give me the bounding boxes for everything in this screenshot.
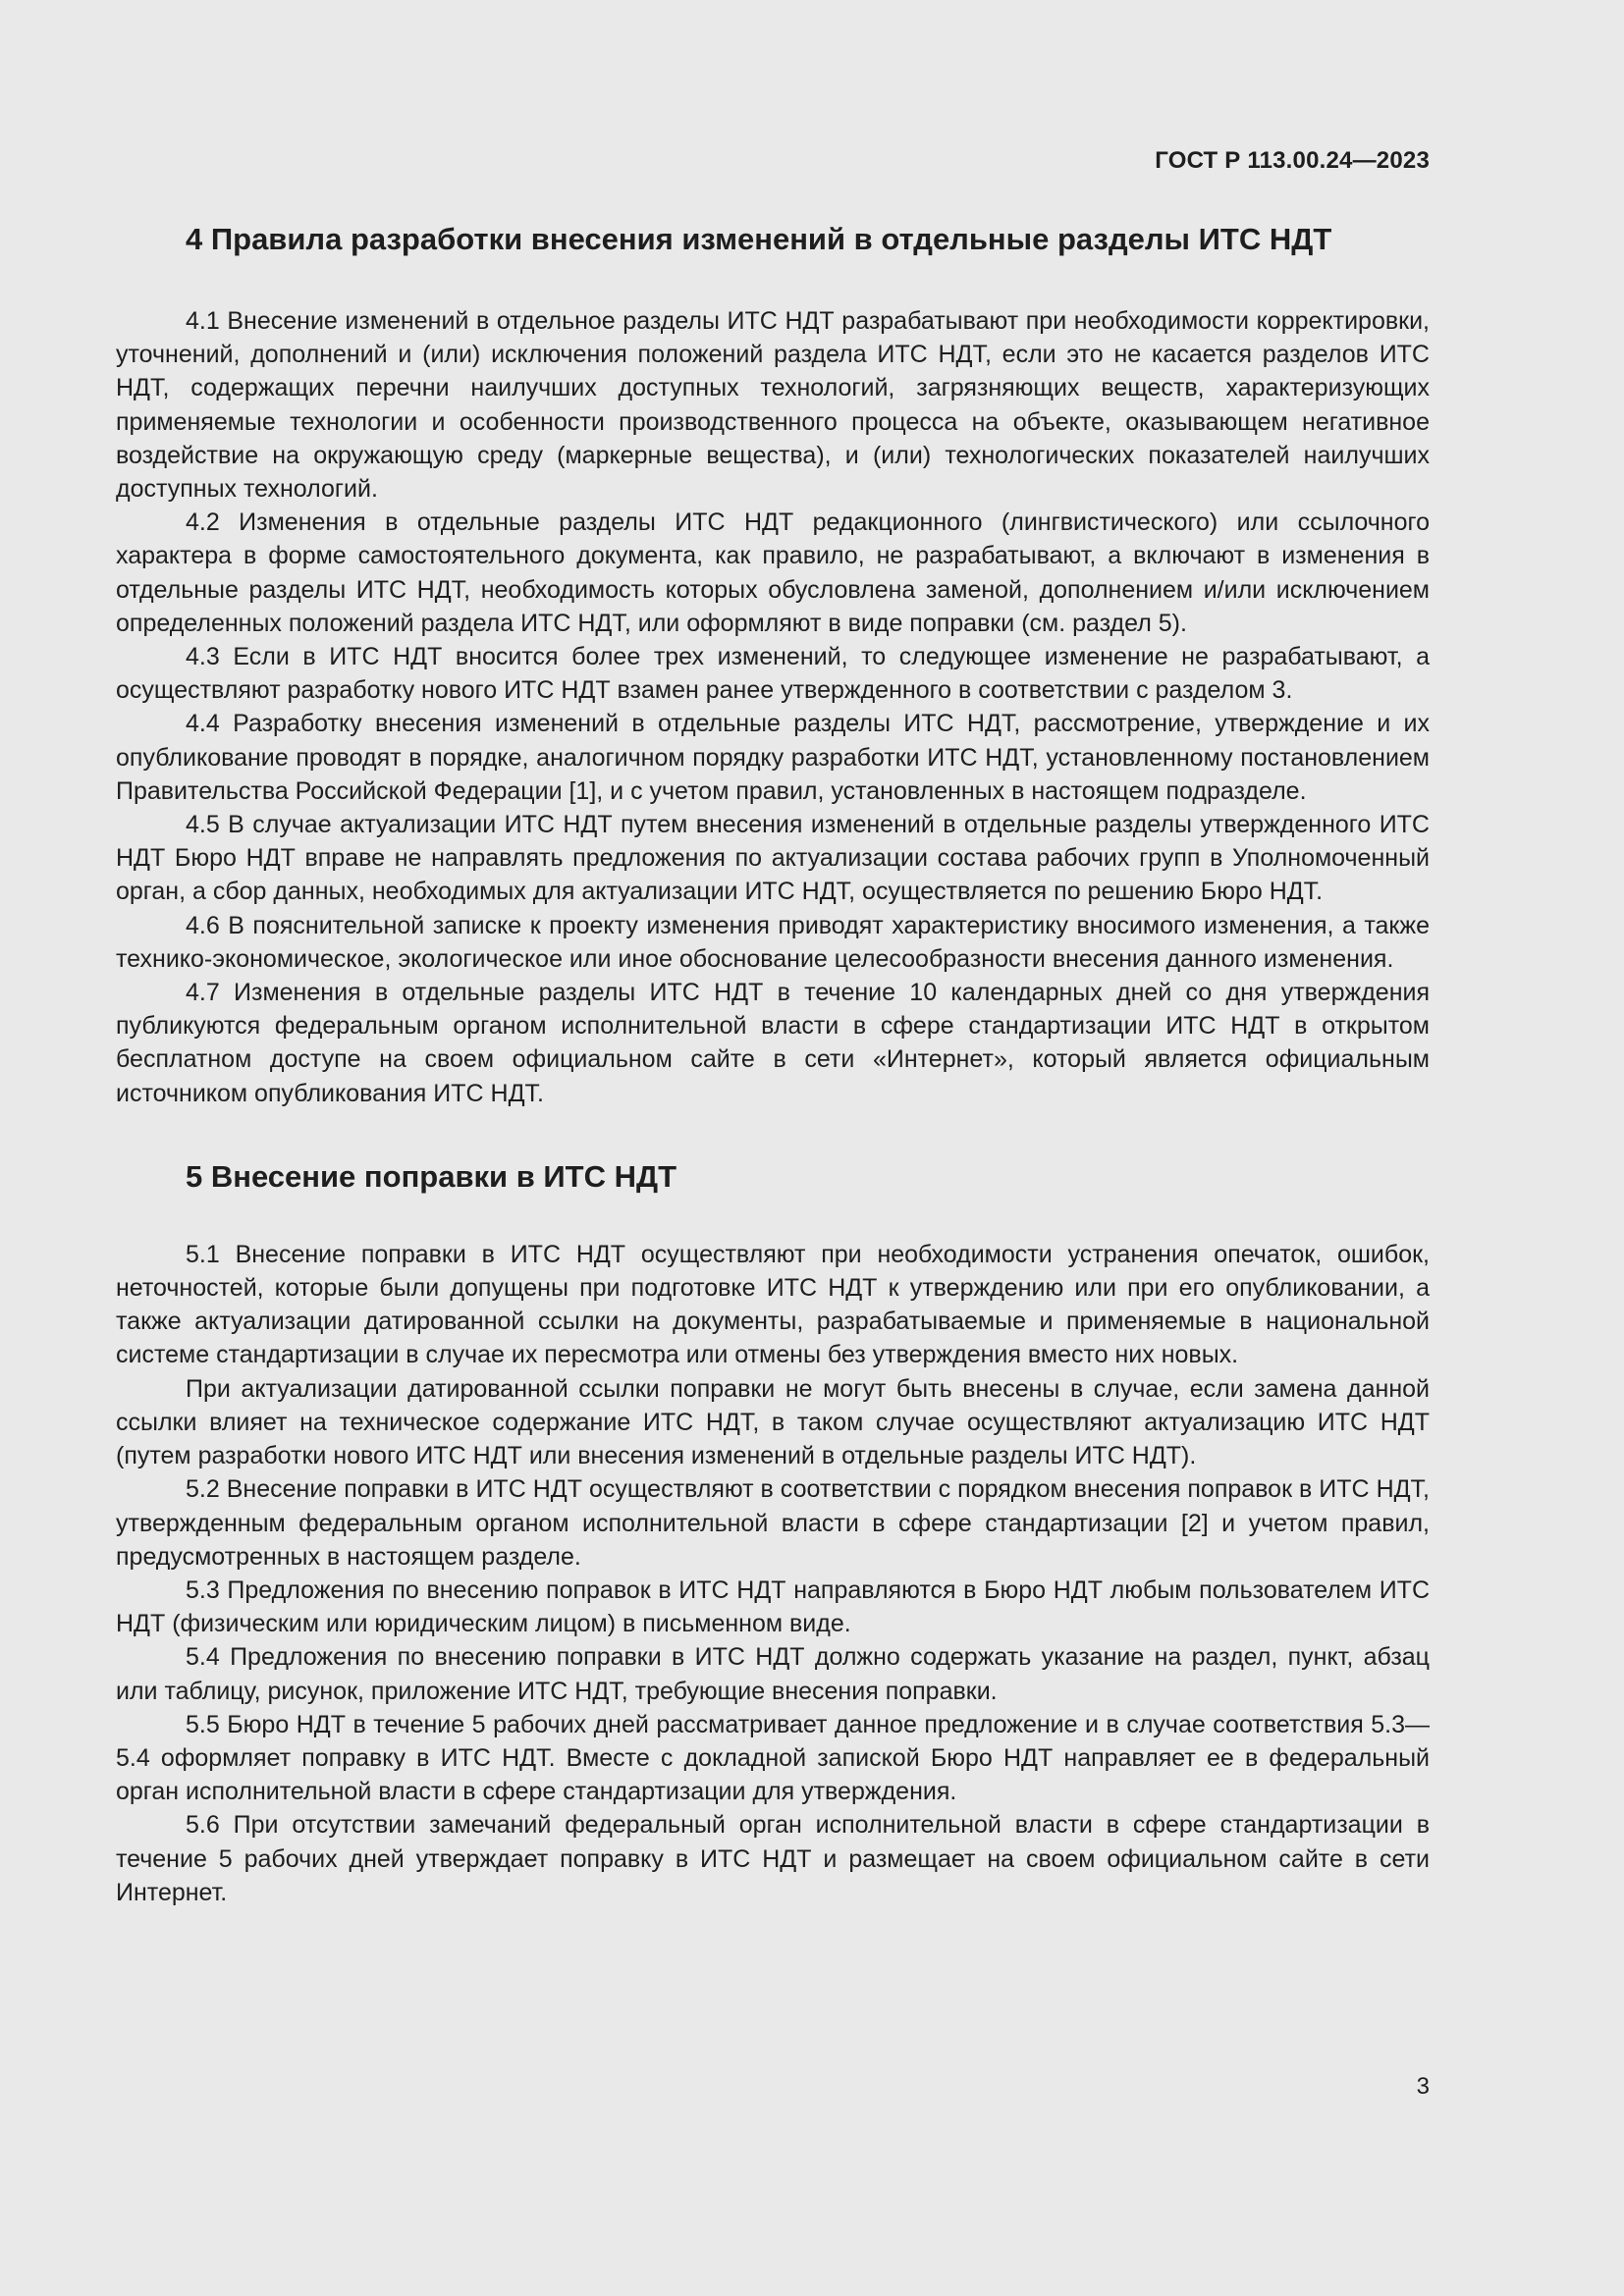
paragraph-4-6: 4.6 В пояснительной записке к проекту изменения приводят характеристику вносимого изменения, а также технико-экономическое, экологическое или иное обоснование целесообразности внесения данного изменения. bbox=[116, 911, 1430, 973]
paragraph-5-4: 5.4 Предложения по внесению поправки в ИТС НДТ должно содержать указание на раздел, пункт, абзац или таблицу, рисунок, приложение ИТС НДТ, требующие внесения поправки. bbox=[116, 1643, 1430, 1705]
paragraph-5-1: 5.1 Внесение поправки в ИТС НДТ осуществляют при необходимости устранения опечаток, ошибок, неточностей, которые были допущены при подготовке ИТС НДТ к утверждению или при его опубликовании, а также актуализации датированной ссылки на документы, разрабатываемые и применяемые в национальной системе стандартизации в случае их пересмотра или отмены без утверждения вместо них новых. bbox=[116, 1240, 1430, 1369]
paragraph-4-1: 4.1 Внесение изменений в отдельное разделы ИТС НДТ разрабатывают при необходимости корректировки, уточнений, дополнений и (или) исключения положений раздела ИТС НДТ, если это не касается разделов ИТС НДТ, содержащих перечни наилучших доступных технологий, загрязняющих веществ, характеризующих применяемые технологии и особенности производственного процесса на объекте, оказывающем негативное воздействие на окружающую среду (маркерные вещества), и (или) технологических показателей наилучших доступных технологий. bbox=[116, 307, 1430, 504]
paragraph-4-3: 4.3 Если в ИТС НДТ вносится более трех изменений, то следующее изменение не разрабатывают, а осуществляют разработку нового ИТС НДТ взамен ранее утвержденного в соответствии с разделом 3. bbox=[116, 643, 1430, 705]
page-content bbox=[116, 220, 1430, 1909]
paragraph-4-2: 4.2 Изменения в отдельные разделы ИТС НДТ редакционного (лингвистического) или ссылочного характера в форме самостоятельного документа, как правило, не разрабатывают, а включают в изменения в отдельные разделы ИТС НДТ, необходимость которых обусловлена заменой, дополнением и/или исключением определенных положений раздела ИТС НДТ, или оформляют в виде поправки (см. раздел 5). bbox=[116, 508, 1430, 637]
paragraph-4-7: 4.7 Изменения в отдельные разделы ИТС НДТ в течение 10 календарных дней со дня утверждения публикуются федеральным органом исполнительной власти в сфере стандартизации ИТС НДТ в открытом бесплатном доступе на своем официальном сайте в сети «Интернет», который является официальным источником опубликования ИТС НДТ. bbox=[116, 979, 1430, 1107]
paragraph-5-6: 5.6 При отсутствии замечаний федеральный орган исполнительной власти в сфере стандартизации в течение 5 рабочих дней утверждает поправку в ИТС НДТ и размещает на своем официальном сайте в сети Интернет. bbox=[116, 1811, 1430, 1906]
document-code: ГОСТ Р 113.00.24—2023 bbox=[1155, 147, 1430, 174]
section-5-heading: 5 Внесение поправки в ИТС НДТ bbox=[186, 1158, 677, 1194]
paragraph-5-1-continued: При актуализации датированной ссылки поправки не могут быть внесены в случае, если замена данной ссылки влияет на техническое содержание ИТС НДТ, в таком случае осуществляют актуализацию ИТС НДТ (путем разработки нового ИТС НДТ или внесения изменений в отдельные разделы ИТС НДТ). bbox=[116, 1374, 1430, 1470]
paragraph-4-5: 4.5 В случае актуализации ИТС НДТ путем внесения изменений в отдельные разделы утвержденного ИТС НДТ Бюро НДТ вправе не направлять предложения по актуализации состава рабочих групп в Уполномоченный орган, а сбор данных, необходимых для актуализации ИТС НДТ, осуществляется по решению Бюро НДТ. bbox=[116, 811, 1430, 906]
page-number: 3 bbox=[1416, 2073, 1430, 2100]
paragraph-5-2: 5.2 Внесение поправки в ИТС НДТ осуществляют в соответствии с порядком внесения поправок в ИТС НДТ, утвержденным федеральным органом исполнительной власти в сфере стандартизации [2] и учетом правил, предусмотренных в настоящем разделе. bbox=[116, 1475, 1430, 1571]
paragraph-4-4: 4.4 Разработку внесения изменений в отдельные разделы ИТС НДТ, рассмотрение, утверждение и их опубликование проводят в порядке, аналогичном порядку разработки ИТС НДТ, установленному постановлением Правительства Российской Федерации [1], и с учетом правил, установленных в настоящем подразделе. bbox=[116, 710, 1430, 805]
section-4-heading: 4 Правила разработки внесения изменений в отдельные разделы ИТС НДТ bbox=[186, 222, 1332, 256]
paragraph-5-3: 5.3 Предложения по внесению поправок в ИТС НДТ направляются в Бюро НДТ любым пользователем ИТС НДТ (физическим или юридическим лицом) в письменном виде. bbox=[116, 1575, 1430, 1638]
paragraph-5-5: 5.5 Бюро НДТ в течение 5 рабочих дней рассматривает данное предложение и в случае соответствия 5.3—5.4 оформляет поправку в ИТС НДТ. Вместе с докладной запиской Бюро НДТ направляет ее в федеральный орган исполнительной власти в сфере стандартизации для утверждения. bbox=[116, 1710, 1430, 1806]
